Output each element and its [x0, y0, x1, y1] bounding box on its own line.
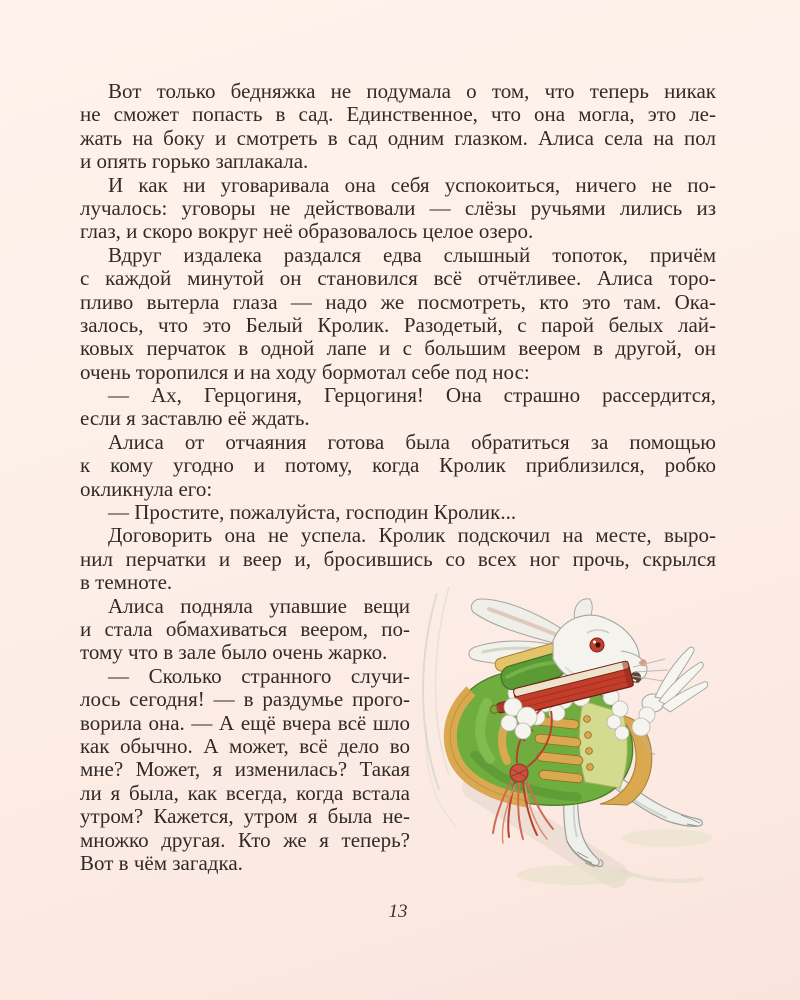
text-line: ковых перчаток в одной лапе и с большим веером в другой, он [80, 336, 716, 361]
text-line: окликнула его: [80, 476, 213, 501]
text-line: Вот только бедняжка не подумала о том, что теперь никак [108, 79, 716, 103]
text-line: — Простите, пожалуйста, господин Кролик... [108, 500, 517, 525]
text-line: лучалось: уговоры не действовали — слёзы ручьями лились из [80, 195, 716, 220]
page-number: 13 [388, 901, 408, 922]
text-line: жать на боку и смотреть в сад одним глазком. Алиса села на пол [80, 125, 716, 150]
white-rabbit-illustration [415, 575, 750, 900]
text-line: глаз, и скоро вокруг неё образовалось целое озеро. [80, 219, 534, 244]
text-line: — Ах, Герцогиня, Герцогиня! Она страшно рассердится, [108, 383, 716, 408]
text-line: не сможет попасть в сад. Единственное, что она могла, это ле- [80, 102, 716, 127]
text-line: ли я была, как всегда, когда встала [80, 780, 410, 805]
text-line: с каждой минутой он становился всё отчётливее. Алиса торо- [80, 266, 716, 291]
text-line: — Сколько странного случи- [108, 663, 410, 688]
text-line: множко другая. Кто же я теперь? [80, 827, 410, 852]
text-line: пливо вытерла глаза — надо же посмотреть, кто это там. Ока- [80, 289, 716, 314]
text-line: ворила она. — А ещё вчера всё шло [80, 710, 410, 735]
text-line: Вот в чём загадка. [80, 850, 243, 875]
text-line: если я заставлю её ждать. [80, 406, 310, 431]
text-line: Алиса от отчаяния готова была обратиться за помощью [108, 429, 716, 454]
text-line: Вдруг издалека раздался едва слышный топоток, причём [108, 242, 716, 267]
text-line: нил перчатки и веер и, бросившись со всех ног прочь, скрылся [80, 546, 716, 571]
text-line: Алиса подняла упавшие вещи [108, 593, 410, 618]
text-line: и опять горько заплакала. [80, 149, 309, 174]
text-line: утром? Кажется, утром я была не- [80, 804, 410, 829]
text-line: Договорить она не успела. Кролик подскочил на месте, выро- [108, 523, 716, 548]
text-line: тому что в зале было очень жарко. [80, 640, 388, 665]
text-line: в темноте. [80, 570, 173, 595]
text-line: мне? Может, я изменилась? Такая [80, 757, 410, 782]
text-line: очень торопился и на ходу бормотал себе под нос: [80, 359, 530, 384]
text-line: как обычно. А может, всё дело во [80, 733, 410, 758]
text-line: и стала обмахиваться веером, по- [80, 616, 410, 641]
text-line: И как ни уговаривала она себя успокоиться, ничего не по- [108, 172, 716, 197]
text-line: залось, что это Белый Кролик. Разодетый, с парой белых лай- [80, 312, 716, 337]
text-line: к кому угодно и потому, когда Кролик приблизился, робко [80, 453, 716, 478]
text-line: лось сегодня! — в раздумье прого- [80, 687, 410, 712]
